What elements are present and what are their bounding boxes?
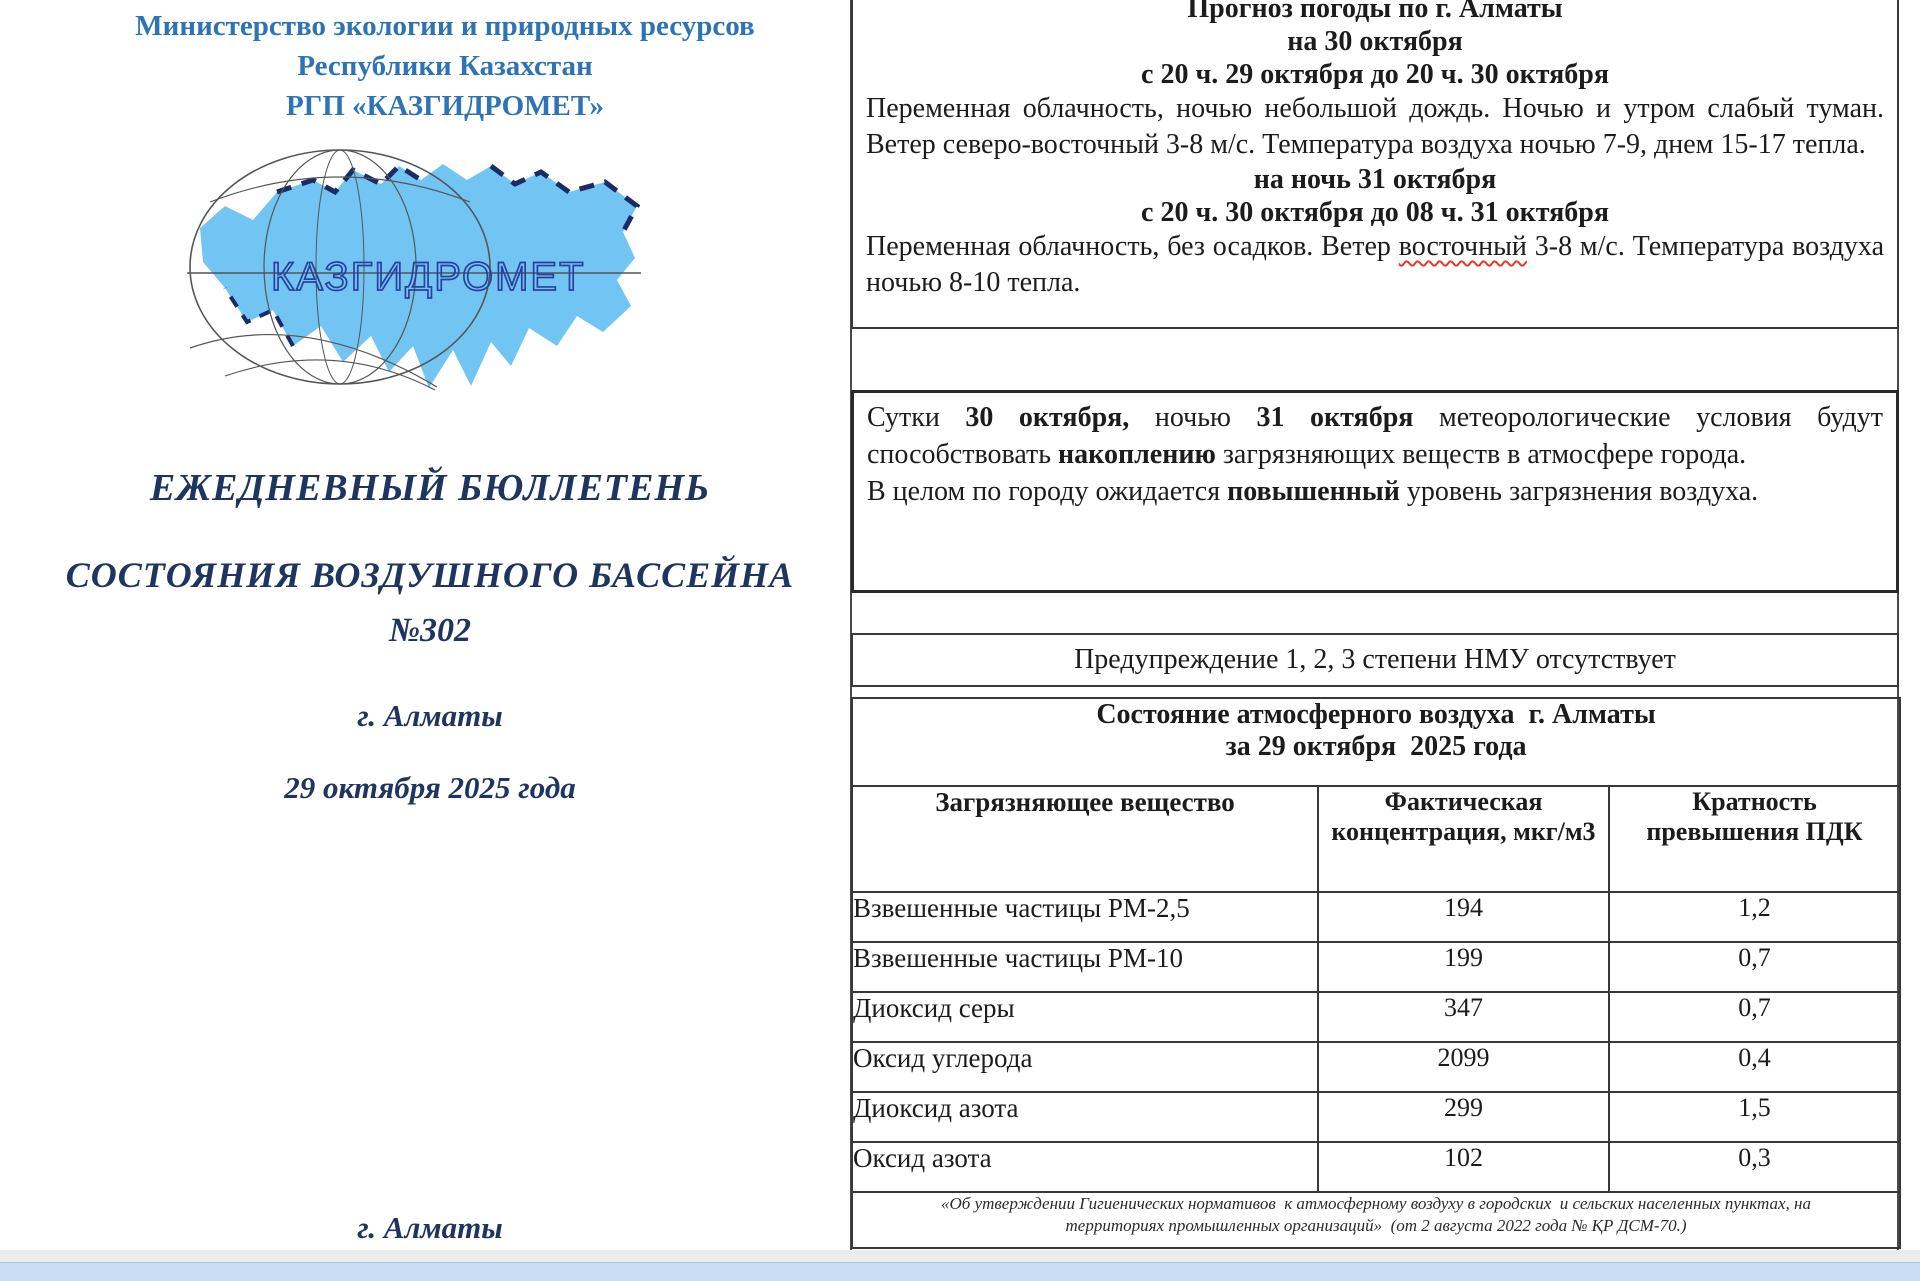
concentration-cell: 299 (1318, 1092, 1609, 1142)
bulletin-subtitle: СОСТОЯНИЯ ВОЗДУШНОГО БАССЕЙНА (65, 555, 795, 595)
col-header-concentration-line2: концентрация, мкг/м3 (1331, 817, 1596, 846)
table-header-row (852, 786, 1900, 892)
forecast-night-heading: на ночь 31 октября (1253, 164, 1497, 195)
table-row (852, 892, 1900, 942)
spellcheck-underlined-word: восточный (1398, 231, 1527, 262)
logo-wordmark: КАЗГИДРОМЕТ (271, 255, 586, 299)
footer-city: г. Алматы (357, 1210, 503, 1245)
exceedance-cell: 0,7 (1609, 942, 1900, 992)
meteo-paragraph-1 (867, 399, 1883, 473)
meteo-bold-date1: 30 октября, (965, 402, 1130, 433)
forecast-title: Прогноз погоды по г. Алматы (1187, 0, 1563, 24)
meteo-conditions-box (851, 390, 1899, 593)
table-row (852, 942, 1900, 992)
table-footnote-row (852, 1192, 1900, 1248)
kazhydromet-logo (185, 140, 645, 395)
warning-box (851, 633, 1899, 687)
meteo-paragraph-2 (867, 473, 1883, 510)
air-quality-table (851, 697, 1901, 1249)
footnote-line2: территориях промышленных организаций» (от 2 августа 2022 года № ҚР ДСМ-70.) (1065, 1216, 1687, 1235)
ministry-header-line2: Республики Казахстан (297, 50, 593, 82)
meteo-bold-accumulation: накоплению (1058, 439, 1216, 470)
ministry-header (30, 6, 860, 126)
meteo-text: метеорологические условия будут способствовать (867, 402, 1884, 470)
table-title-line1: Состояние атмосферного воздуха г. Алматы (1096, 699, 1656, 730)
meteo-text: Сутки (867, 402, 966, 433)
col-header-concentration-line1: Фактическая (1384, 787, 1543, 816)
forecast-night-period: с 20 ч. 30 октября до 08 ч. 31 октября (1141, 197, 1609, 228)
bulletin-number: №302 (388, 612, 472, 649)
substance-cell: Диоксид азота (852, 1092, 1318, 1142)
concentration-cell: 347 (1318, 992, 1609, 1042)
meteo-bold-date2: 31 октября (1256, 402, 1414, 433)
table-row (852, 1042, 1900, 1092)
meteo-text: ночью (1129, 402, 1257, 433)
bulletin-date: 29 октября 2025 года (284, 770, 576, 805)
concentration-cell: 102 (1318, 1142, 1609, 1192)
substance-cell: Оксид углерода (852, 1042, 1318, 1092)
substance-cell: Взвешенные частицы РМ-10 (852, 942, 1318, 992)
exceedance-cell: 0,3 (1609, 1142, 1900, 1192)
col-header-concentration (1318, 786, 1609, 892)
night-text-end: 3-8 м/с. Температура воздуха ночью 8-10 тепла. (866, 231, 1884, 298)
meteo-bold-elevated: повышенный (1227, 476, 1400, 507)
col-header-substance: Загрязняющее вещество (852, 786, 1318, 892)
substance-cell: Оксид азота (852, 1142, 1318, 1192)
table-row (852, 1142, 1900, 1192)
bulletin-city: г. Алматы (357, 698, 503, 733)
table-title-row (852, 698, 1900, 786)
concentration-cell: 2099 (1318, 1042, 1609, 1092)
exceedance-cell: 1,5 (1609, 1092, 1900, 1142)
table-row (852, 992, 1900, 1042)
substance-cell: Взвешенные частицы РМ-2,5 (852, 892, 1318, 942)
table-row (852, 1092, 1900, 1142)
col-header-exceedance-line2: превышения ПДК (1646, 817, 1863, 846)
table-title-cell (852, 698, 1900, 786)
forecast-day-period: с 20 ч. 29 октября до 20 ч. 30 октября (1141, 59, 1609, 90)
ministry-header-line1: Министерство экологии и природных ресурсов (135, 10, 755, 42)
forecast-day-text: Переменная облачность, ночью небольшой дождь. Ночью и утром слабый туман. Ветер северо-восточный 3-8 м/с. Температура воздуха ночью 7-9, днем 15-17 тепла. (866, 93, 1884, 160)
forecast-day-heading: на 30 октября (1287, 26, 1463, 57)
bottom-bar (0, 1262, 1920, 1281)
exceedance-cell: 0,4 (1609, 1042, 1900, 1092)
table-title-line2: за 29 октября 2025 года (1225, 731, 1527, 762)
forecast-box (851, 0, 1899, 329)
meteo-text: В целом по городу ожидается (867, 476, 1228, 507)
substance-cell: Диоксид серы (852, 992, 1318, 1042)
ministry-header-line3: РГП «КАЗГИДРОМЕТ» (286, 90, 604, 122)
exceedance-cell: 1,2 (1609, 892, 1900, 942)
warning-text: Предупреждение 1, 2, 3 степени НМУ отсутствует (1074, 644, 1676, 675)
concentration-cell: 194 (1318, 892, 1609, 942)
page-bottom-edge (0, 1250, 1920, 1262)
meteo-text: уровень загрязнения воздуха. (1399, 476, 1759, 507)
exceedance-cell: 0,7 (1609, 992, 1900, 1042)
col-header-exceedance-line1: Кратность (1692, 787, 1817, 816)
concentration-cell: 199 (1318, 942, 1609, 992)
kazhydromet-logo-icon (185, 140, 645, 395)
bulletin-title: ЕЖЕДНЕВНЫЙ БЮЛЛЕТЕНЬ (149, 467, 711, 509)
table-footnote (852, 1192, 1900, 1248)
forecast-night-text (866, 229, 1884, 301)
footnote-line1: «Об утверждении Гигиенических нормативов к атмосферному воздуху в городских и сельских населенных пунктах, на (941, 1194, 1811, 1213)
night-text-start: Переменная облачность, без осадков. Ветер (866, 231, 1399, 262)
col-header-exceedance (1609, 786, 1900, 892)
meteo-text: загрязняющих веществ в атмосфере города. (1215, 439, 1747, 470)
